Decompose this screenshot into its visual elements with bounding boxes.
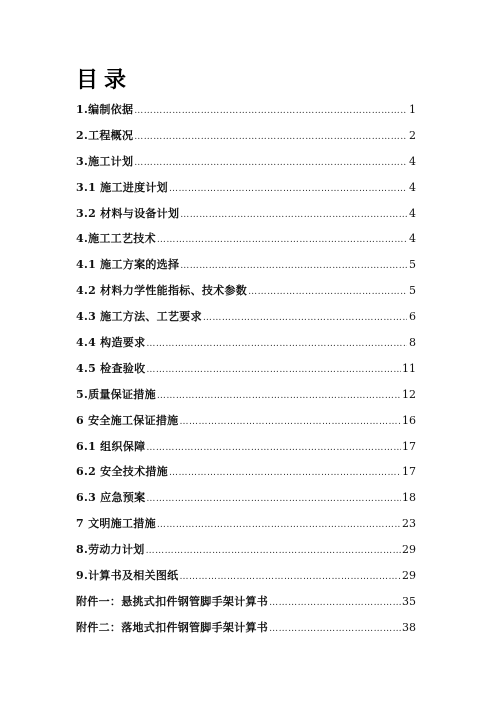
dot-leader xyxy=(179,412,401,432)
toc-entry[interactable] xyxy=(76,178,416,204)
toc-entry[interactable] xyxy=(76,255,416,281)
toc-entry-page: 4 xyxy=(409,206,416,220)
toc-entry-label: 4.4 构造要求 xyxy=(76,336,146,350)
toc-entry-label: 8.劳动力计划 xyxy=(76,543,145,557)
dot-leader xyxy=(157,230,407,250)
toc-entry[interactable] xyxy=(76,462,416,488)
toc-entry-label: 4.5 检查验收 xyxy=(76,361,146,375)
toc-entry-label: 6.3 应急预案 xyxy=(76,491,146,505)
toc-entry-label: 6.1 组织保障 xyxy=(76,439,146,453)
dot-leader xyxy=(169,179,407,199)
toc-entry-label: 4.3 施工方法、工艺要求 xyxy=(76,310,202,324)
dot-leader xyxy=(203,308,407,328)
toc-entry[interactable] xyxy=(76,592,416,618)
toc-entry-label: 3.施工计划 xyxy=(76,154,134,168)
toc-entry-label: 4.2 材料力学性能指标、技术参数 xyxy=(76,284,248,298)
toc-entry-page: 29 xyxy=(402,543,416,557)
toc-entry-page: 23 xyxy=(402,517,416,531)
toc-entry-label: 6.2 安全技术措施 xyxy=(76,465,168,479)
toc-entry-page: 1 xyxy=(409,103,416,116)
toc-entry[interactable] xyxy=(76,437,416,463)
toc-entry[interactable] xyxy=(76,152,416,178)
toc-entry-page: 4 xyxy=(409,154,416,168)
toc-entry-page: 5 xyxy=(409,258,416,272)
toc-entry[interactable] xyxy=(76,204,416,230)
toc-entry-page: 16 xyxy=(402,413,416,427)
toc-entry-label: 2.工程概况 xyxy=(76,128,134,142)
dot-leader xyxy=(179,567,401,587)
toc-entry-label: 3.1 施工进度计划 xyxy=(76,180,168,194)
toc-entry[interactable] xyxy=(76,514,416,540)
toc-entry-label: 6 安全施工保证措施 xyxy=(76,413,179,427)
toc-entry[interactable] xyxy=(76,100,416,126)
toc-entry-page: 6 xyxy=(409,310,416,324)
toc-entry-page: 29 xyxy=(402,569,416,583)
toc-entry-label: 附件二：落地式扣件钢管脚手架计算书 xyxy=(76,620,269,634)
dot-leader xyxy=(157,386,401,406)
dot-leader xyxy=(248,282,407,302)
toc-entry-page: 18 xyxy=(402,491,416,505)
toc-entry[interactable] xyxy=(76,385,416,411)
toc-entry-label: 附件一：悬挑式扣件钢管脚手架计算书 xyxy=(76,594,269,608)
toc-entry-page: 4 xyxy=(409,180,416,194)
toc-entry-page: 5 xyxy=(409,284,416,298)
toc-entry[interactable] xyxy=(76,618,416,644)
toc-entry-label: 4.1 施工方案的选择 xyxy=(76,258,180,272)
toc-entry[interactable] xyxy=(76,281,416,307)
toc-entry-label: 4.施工工艺技术 xyxy=(76,232,156,246)
toc-entry-page: 2 xyxy=(409,128,416,142)
toc-entry-page: 35 xyxy=(402,594,416,608)
toc-entry-page: 17 xyxy=(402,465,416,479)
dot-leader xyxy=(180,205,407,225)
toc-entry-label: 5.质量保证措施 xyxy=(76,387,156,401)
toc-entry-page: 8 xyxy=(409,336,416,350)
dot-leader xyxy=(157,515,401,535)
toc-entry-label: 1.编制依据 xyxy=(76,103,134,116)
toc-entry[interactable] xyxy=(76,333,416,359)
dot-leader xyxy=(146,360,401,380)
toc-entry[interactable] xyxy=(76,229,416,255)
toc-title: 目录 xyxy=(76,67,133,93)
dot-leader xyxy=(134,127,407,147)
toc-entry-page: 4 xyxy=(409,232,416,246)
toc-list xyxy=(76,100,416,644)
toc-entry[interactable] xyxy=(76,566,416,592)
toc-entry[interactable] xyxy=(76,307,416,333)
dot-leader xyxy=(146,438,401,458)
toc-entry-label: 7 文明施工措施 xyxy=(76,517,156,531)
dot-leader xyxy=(146,334,407,354)
dot-leader xyxy=(169,463,401,483)
toc-entry-page: 38 xyxy=(402,620,416,634)
toc-entry[interactable] xyxy=(76,488,416,514)
dot-leader xyxy=(146,489,401,509)
dot-leader xyxy=(269,593,401,613)
toc-entry[interactable] xyxy=(76,540,416,566)
dot-leader xyxy=(146,541,401,561)
toc-entry-page: 17 xyxy=(402,439,416,453)
toc-entry[interactable] xyxy=(76,359,416,385)
toc-entry-page: 12 xyxy=(402,387,416,401)
dot-leader xyxy=(180,256,407,276)
toc-entry[interactable] xyxy=(76,126,416,152)
toc-entry[interactable] xyxy=(76,411,416,437)
toc-entry-page: 11 xyxy=(402,361,416,375)
toc-entry-label: 9.计算书及相关图纸 xyxy=(76,569,179,583)
dot-leader xyxy=(134,153,407,173)
toc-entry-label: 3.2 材料与设备计划 xyxy=(76,206,180,220)
dot-leader xyxy=(269,619,401,639)
dot-leader xyxy=(134,101,407,121)
